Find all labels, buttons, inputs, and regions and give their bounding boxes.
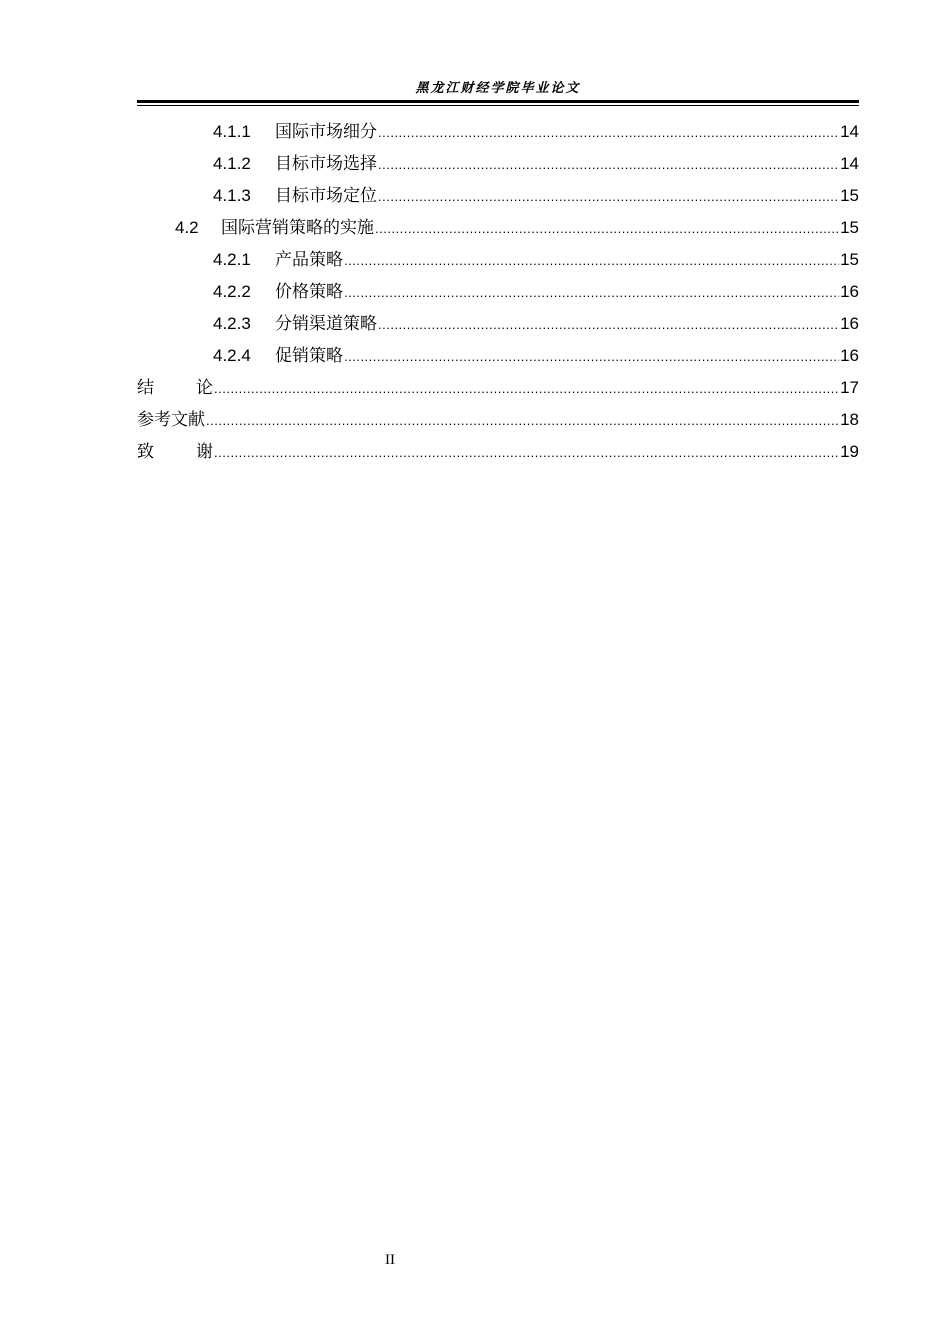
- toc-entry-title: [137, 436, 213, 468]
- toc-entry-acknowledgements[interactable]: [137, 436, 859, 468]
- toc-entry-title: 促销策略: [275, 346, 343, 366]
- toc-entry-title: 目标市场定位: [275, 186, 377, 206]
- toc-entry-page: 15: [840, 218, 859, 237]
- toc-dot-leader: [378, 117, 839, 149]
- toc-entry-title: 价格策略: [275, 282, 343, 302]
- toc-entry-number: 4.2.2: [213, 282, 251, 301]
- toc-entry-page: 14: [840, 122, 859, 141]
- toc-entry-page: 16: [840, 346, 859, 365]
- toc-entry-page: 16: [840, 314, 859, 333]
- toc-entry-number: 4.2: [175, 218, 199, 237]
- toc-entry-title-char: 谢: [196, 442, 213, 462]
- toc-entry-page: 15: [840, 186, 859, 205]
- toc-entry-title: 参考文献: [137, 410, 205, 430]
- toc-entry-4-2-1[interactable]: [137, 244, 859, 276]
- page-header-title: 黑龙江财经学院毕业论文: [415, 81, 581, 96]
- toc-entry-4-1-3[interactable]: [137, 180, 859, 212]
- header-rule-thick: [137, 100, 859, 103]
- toc-entry-conclusion[interactable]: [137, 372, 859, 404]
- toc-entry-page: 19: [840, 442, 859, 461]
- toc-entry-page: 17: [840, 378, 859, 397]
- toc-entry-number: 4.1.3: [213, 186, 251, 205]
- toc-entry-4-2-2[interactable]: [137, 276, 859, 308]
- header-rule-thin: [137, 105, 859, 106]
- toc-dot-leader: [378, 309, 839, 341]
- toc-entry-references[interactable]: [137, 404, 859, 436]
- toc-entry-4-2-3[interactable]: [137, 308, 859, 340]
- toc-entry-title: 国际市场细分: [275, 122, 377, 142]
- table-of-contents: [137, 116, 859, 468]
- toc-entry-page: 18: [840, 410, 859, 429]
- toc-entry-title: 产品策略: [275, 250, 343, 270]
- toc-entry-number: 4.1.1: [213, 122, 251, 141]
- toc-entry-page: 14: [840, 154, 859, 173]
- toc-dot-leader: [206, 405, 839, 437]
- toc-entry-number: 4.2.4: [213, 346, 251, 365]
- toc-entry-4-2[interactable]: [137, 212, 859, 244]
- toc-entry-title: 国际营销策略的实施: [221, 218, 374, 238]
- page-number: II: [385, 1252, 395, 1268]
- toc-entry-number: 4.1.2: [213, 154, 251, 173]
- toc-entry-page: 16: [840, 282, 859, 301]
- toc-dot-leader: [214, 373, 839, 405]
- toc-entry-4-1-2[interactable]: [137, 148, 859, 180]
- toc-dot-leader: [344, 341, 839, 373]
- toc-entry-4-1-1[interactable]: [137, 116, 859, 148]
- toc-dot-leader: [214, 437, 839, 469]
- toc-entry-number: 4.2.1: [213, 250, 251, 269]
- toc-entry-title: 分销渠道策略: [275, 314, 377, 334]
- toc-dot-leader: [375, 213, 839, 245]
- toc-dot-leader: [378, 181, 839, 213]
- toc-entry-4-2-4[interactable]: [137, 340, 859, 372]
- toc-entry-page: 15: [840, 250, 859, 269]
- toc-entry-title-char: 致: [137, 442, 154, 462]
- toc-dot-leader: [344, 277, 839, 309]
- toc-dot-leader: [378, 149, 839, 181]
- toc-entry-title: 目标市场选择: [275, 154, 377, 174]
- toc-entry-title-char: 结: [137, 378, 154, 398]
- toc-entry-number: 4.2.3: [213, 314, 251, 333]
- toc-entry-title-char: 论: [196, 378, 213, 398]
- toc-dot-leader: [344, 245, 839, 277]
- toc-entry-title: [137, 372, 213, 404]
